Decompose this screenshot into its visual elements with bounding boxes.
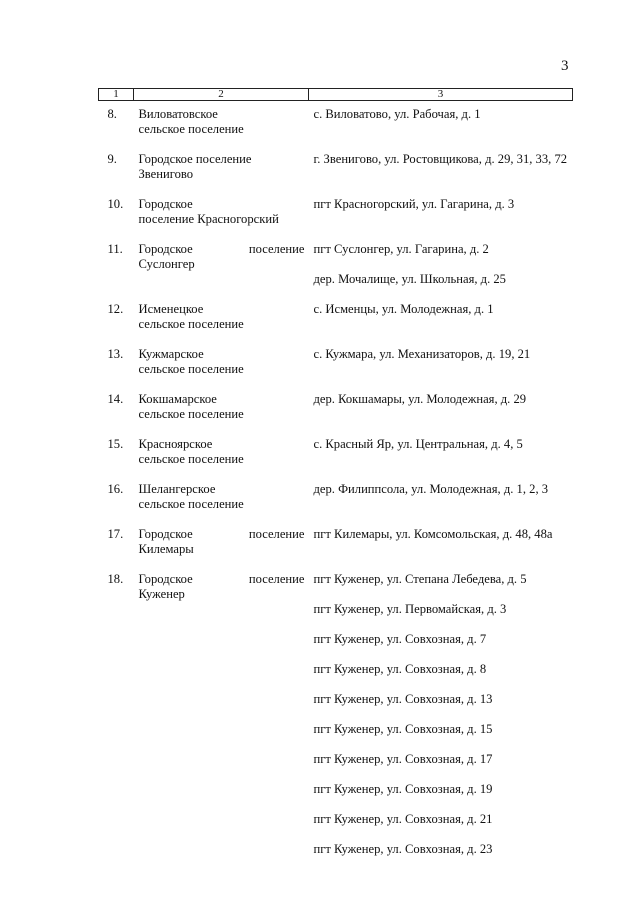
address-line: пгт Куженер, ул. Первомайская, д. 3: [313, 602, 507, 616]
address-line: пгт Куженер, ул. Совхозная, д. 8: [313, 662, 487, 676]
row-number: 15.: [107, 437, 124, 451]
header-col-1: 1: [99, 89, 134, 101]
table-row: [99, 302, 573, 347]
settlement-name-line: [139, 572, 305, 587]
polling-address: [309, 572, 573, 872]
address-line: с. Исменцы, ул. Молодежная, д. 1: [313, 302, 494, 316]
address-line: пгт Куженер, ул. Совхозная, д. 19: [313, 782, 493, 796]
page-number: 3: [561, 58, 569, 74]
header-col-3: 3: [309, 89, 573, 101]
settlement-name-line: Килемары: [138, 542, 194, 556]
settlement-name: [134, 482, 309, 527]
row-number: 10.: [107, 197, 124, 211]
table-row: [99, 347, 573, 392]
settlement-name-line: [139, 242, 305, 257]
table-row: [99, 482, 573, 527]
settlement-name-line: Куженер: [138, 587, 185, 601]
settlement-name-line: поселение Красногорский: [138, 212, 279, 226]
table-header: [99, 89, 573, 101]
header-col-2: 2: [134, 89, 309, 101]
settlement-name-line: Виловатовское: [138, 107, 218, 121]
table-row: [99, 572, 573, 872]
table-row: [99, 437, 573, 482]
address-line: пгт Куженер, ул. Совхозная, д. 13: [313, 692, 493, 706]
row-number: 11.: [107, 242, 123, 256]
address-line: пгт Куженер, ул. Совхозная, д. 7: [313, 632, 487, 646]
settlement-name-line: [139, 527, 305, 542]
polling-address: [309, 242, 573, 302]
address-line: пгт Красногорский, ул. Гагарина, д. 3: [313, 197, 515, 211]
polling-stations-table: [98, 88, 573, 872]
polling-address: [309, 197, 573, 242]
table-row: [99, 392, 573, 437]
settlement-name-line: Суслонгер: [138, 257, 195, 271]
settlement-name-word: поселение: [248, 527, 305, 541]
polling-address: [309, 527, 573, 572]
settlement-name-line: Городское: [138, 197, 193, 211]
settlement-name-line: Кужмарское: [138, 347, 204, 361]
settlement-name-line: сельское поселение: [138, 407, 244, 421]
address-line: дер. Кокшамары, ул. Молодежная, д. 29: [313, 392, 527, 406]
table-row: [99, 101, 573, 153]
row-number: 14.: [107, 392, 124, 406]
row-number: 13.: [107, 347, 124, 361]
row-number: 18.: [107, 572, 124, 586]
settlement-name: [134, 347, 309, 392]
settlement-name: [134, 101, 309, 153]
row-number: 17.: [107, 527, 124, 541]
address-line: пгт Килемары, ул. Комсомольская, д. 48, 48а: [313, 527, 553, 541]
row-number: 16.: [107, 482, 124, 496]
settlement-name-line: сельское поселение: [138, 317, 244, 331]
address-line: пгт Суслонгер, ул. Гагарина, д. 2: [313, 242, 489, 256]
settlement-name: [134, 152, 309, 197]
polling-address: [309, 302, 573, 347]
settlement-name: [134, 302, 309, 347]
row-number: 12.: [107, 302, 124, 316]
polling-address: [309, 152, 573, 197]
address-line: г. Звенигово, ул. Ростовщикова, д. 29, 31, 33, 72: [313, 152, 568, 166]
settlement-name: [134, 242, 309, 302]
address-line: с. Виловатово, ул. Рабочая, д. 1: [313, 107, 481, 121]
table-row: [99, 152, 573, 197]
table-row: [99, 197, 573, 242]
table-row: [99, 527, 573, 572]
settlement-name-line: Шелангерское: [138, 482, 216, 496]
settlement-name-line: Кокшамарское: [138, 392, 217, 406]
address-line: пгт Куженер, ул. Совхозная, д. 21: [313, 812, 493, 826]
settlement-name-line: сельское поселение: [138, 497, 244, 511]
table-body: [99, 101, 573, 873]
settlement-name-line: сельское поселение: [138, 452, 244, 466]
address-line: пгт Куженер, ул. Совхозная, д. 17: [313, 752, 493, 766]
row-number: 8.: [107, 107, 117, 121]
address-line: пгт Куженер, ул. Совхозная, д. 23: [313, 842, 493, 856]
settlement-name: [134, 197, 309, 242]
settlement-name-word: Городское: [138, 527, 193, 541]
address-line: дер. Филиппсола, ул. Молодежная, д. 1, 2, 3: [313, 482, 549, 496]
address-line: с. Красный Яр, ул. Центральная, д. 4, 5: [313, 437, 523, 451]
polling-address: [309, 392, 573, 437]
polling-address: [309, 482, 573, 527]
settlement-name-line: сельское поселение: [138, 362, 244, 376]
settlement-name-line: Звенигово: [138, 167, 194, 181]
settlement-name-line: Красноярское: [138, 437, 213, 451]
address-line: пгт Куженер, ул. Степана Лебедева, д. 5: [313, 572, 527, 586]
settlement-name: [134, 437, 309, 482]
table-row: [99, 242, 573, 302]
settlement-name: [134, 392, 309, 437]
polling-address: [309, 101, 573, 153]
address-line: с. Кужмара, ул. Механизаторов, д. 19, 21: [313, 347, 531, 361]
settlement-name: [134, 527, 309, 572]
address-line: дер. Мочалище, ул. Школьная, д. 25: [313, 272, 506, 286]
settlement-name-word: Городское: [138, 572, 193, 586]
row-number: 9.: [107, 152, 117, 166]
settlement-name-word: Городское: [138, 242, 193, 256]
settlement-name-word: поселение: [248, 572, 305, 586]
settlement-name-line: сельское поселение: [138, 122, 244, 136]
address-line: пгт Куженер, ул. Совхозная, д. 15: [313, 722, 493, 736]
settlement-name-line: Городское поселение: [138, 152, 252, 166]
settlement-name: [134, 572, 309, 872]
settlement-name-line: Исменецкое: [138, 302, 204, 316]
polling-address: [309, 347, 573, 392]
polling-address: [309, 437, 573, 482]
settlement-name-word: поселение: [248, 242, 305, 256]
